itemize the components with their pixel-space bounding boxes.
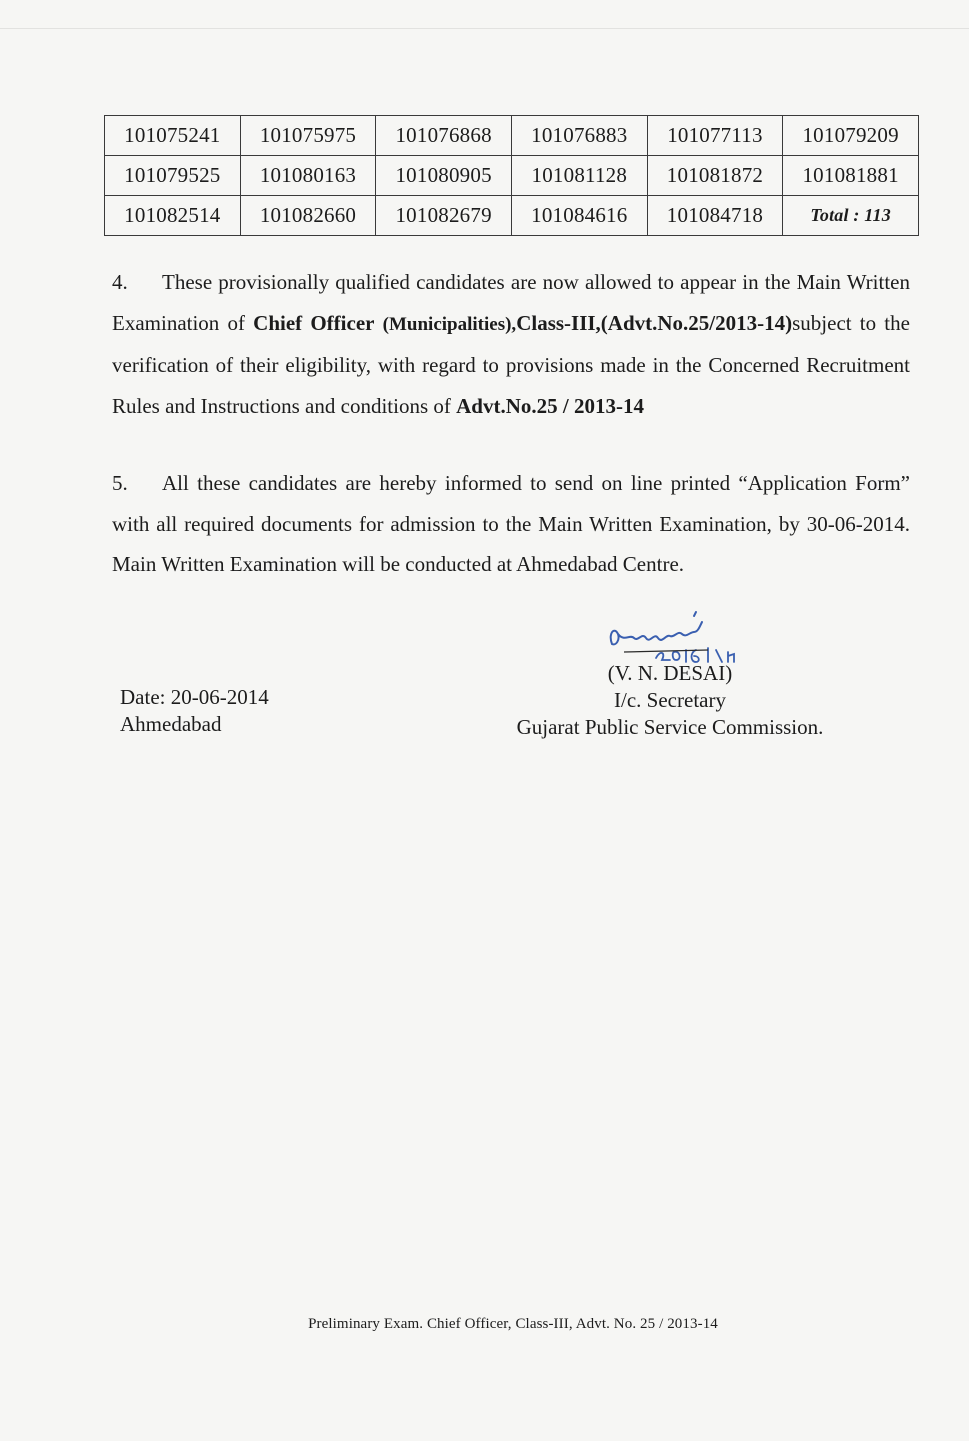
roll-number-table <box>104 115 919 236</box>
signatory-block <box>480 660 860 741</box>
table-row <box>105 116 919 156</box>
roll-number-cell: 101081872 <box>647 156 783 196</box>
roll-number-cell: 101075241 <box>105 116 241 156</box>
roll-number-cell: 101084616 <box>511 196 647 236</box>
paragraph-5 <box>112 463 910 585</box>
roll-number-cell: 101076868 <box>376 116 512 156</box>
roll-number-cell: 101077113 <box>647 116 783 156</box>
roll-number-cell: 101079525 <box>105 156 241 196</box>
paragraph-number: 5. <box>112 471 128 495</box>
roll-number-cell: 101075975 <box>240 116 376 156</box>
total-count-cell: Total : 113 <box>783 196 919 236</box>
handwritten-signature <box>590 604 760 666</box>
issue-date: Date: 20-06-2014 <box>120 685 269 709</box>
post-qualifier: (Municipalities), <box>382 313 517 335</box>
page-footer: Preliminary Exam. Chief Officer, Class-III, Advt. No. 25 / 2013-14 <box>308 1316 718 1332</box>
roll-number-cell: 101082679 <box>376 196 512 236</box>
paragraph-number: 4. <box>112 270 128 294</box>
roll-number-cell: 101081128 <box>511 156 647 196</box>
signatory-designation: I/c. Secretary <box>614 688 726 712</box>
post-name: Chief Officer <box>253 310 375 335</box>
roll-number-cell: 101082660 <box>240 196 376 236</box>
paragraph-text: These provisionally qualified candidates are now allowed to appear in the Main Written Examination of <box>112 270 910 335</box>
roll-number-cell: 101076883 <box>511 116 647 156</box>
roll-number-cell: 101079209 <box>783 116 919 156</box>
table-row <box>105 156 919 196</box>
paragraph-text: All these candidates are hereby informed to send on line printed “Application Form” with all required documents for admission to the Main Written Examination, by 30-06-2014. Main Written Examination will be conducted at Ahmedabad Centre. <box>112 471 910 576</box>
roll-number-cell: 101084718 <box>647 196 783 236</box>
roll-number-cell: 101082514 <box>105 196 241 236</box>
roll-number-cell: 101081881 <box>783 156 919 196</box>
advt-reference: Advt.No.25 / 2013-14 <box>456 393 644 418</box>
paragraph-text: subject to the verification of their eligibility, with regard to provisions made in the Concerned Recruitment Rules and Instructions and conditions of <box>112 310 910 418</box>
roll-number-cell: 101080163 <box>240 156 376 196</box>
table-row <box>105 196 919 236</box>
paragraph-4 <box>112 262 910 426</box>
roll-number-cell: 101080905 <box>376 156 512 196</box>
scan-edge-line <box>0 28 969 29</box>
signatory-name: (V. N. DESAI) <box>607 661 733 685</box>
date-place-block <box>120 684 269 738</box>
advt-reference: Class-III,(Advt.No.25/2013-14) <box>516 310 793 335</box>
issue-place: Ahmedabad <box>120 712 222 736</box>
signatory-organization: Gujarat Public Service Commission. <box>516 715 824 739</box>
